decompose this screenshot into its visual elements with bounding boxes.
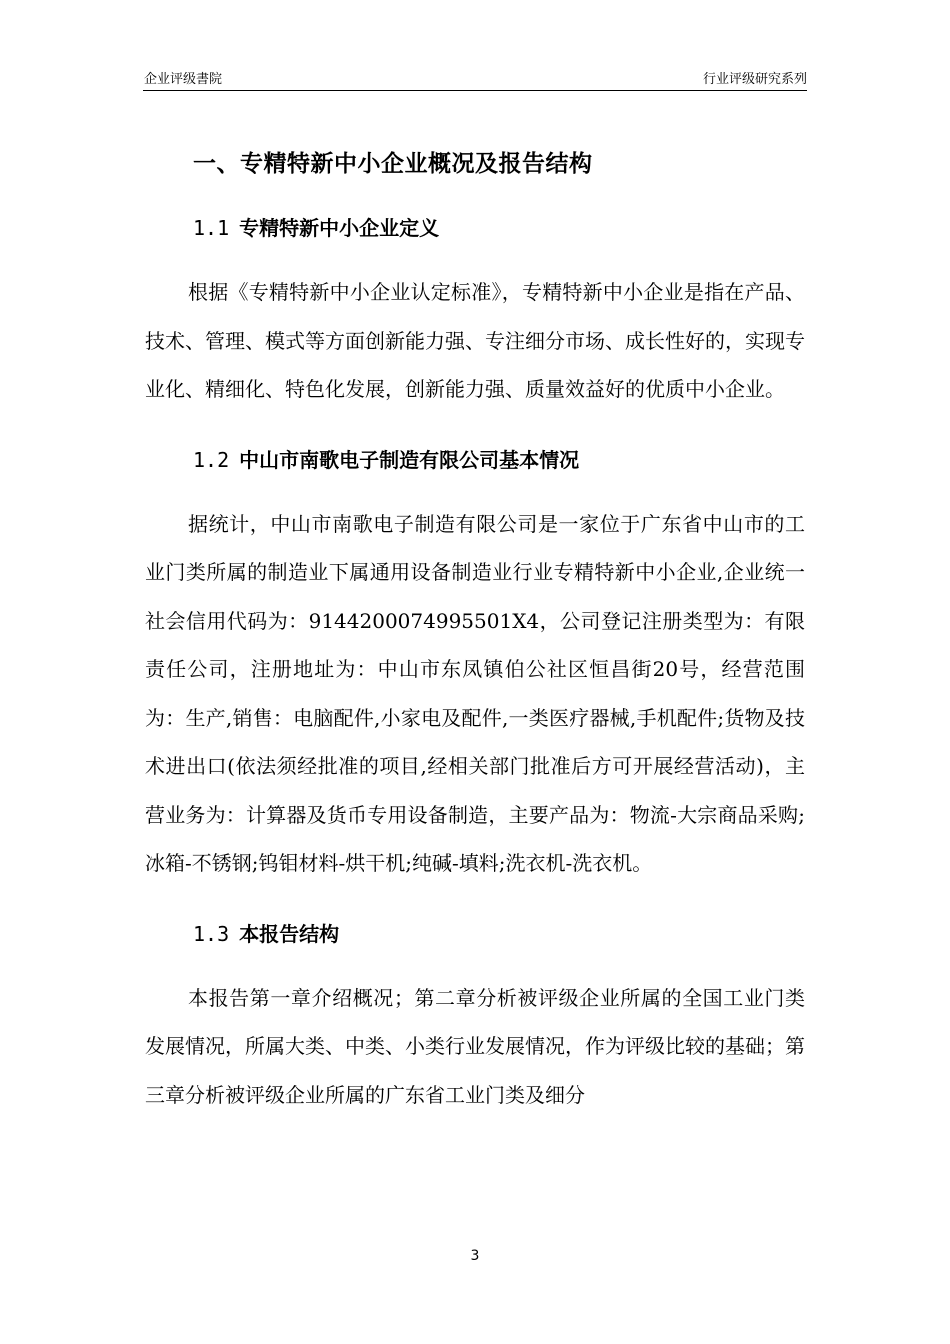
section-title: 一、专精特新中小企业概况及报告结构 <box>193 151 593 177</box>
subsection-title-text: 专精特新中小企业定义 <box>239 216 440 240</box>
subsection-number: 1.2 <box>193 447 230 472</box>
document-body <box>145 142 805 1119</box>
header-right-text: 行业评级研究系列 <box>702 72 807 87</box>
subsection-title-text: 本报告结构 <box>239 921 340 946</box>
paragraph-report-structure: 本报告第一章介绍概况；第二章分析被评级企业所属的全国工业门类发展情况，所属大类、中类、小类行业发展情况，作为评级比较的基础；第三章分析被评级企业所属的广东省工业门类及细分 <box>145 985 805 1107</box>
subsection-title-1-2 <box>145 440 805 480</box>
subsection-title-text: 中山市南歌电子制造有限公司基本情况 <box>239 447 580 472</box>
subsection-number: 1.3 <box>193 921 230 946</box>
subsection-title-1-1 <box>145 208 805 248</box>
subsection-number: 1.1 <box>193 216 230 240</box>
paragraph-company-info: 据统计，中山市南歌电子制造有限公司是一家位于广东省中山市的工业门类所属的制造业下属通用设备制造业行业专精特新中小企业,企业统一社会信用代码为：9144200074995501X4，公司登记注册类型为：有限责任公司，注册地址为：中山市东凤镇伯公社区恒昌街20号，经营范围为：生产,销售：电脑配件,小家电及配件,一类医疗器械,手机配件;货物及技术进出口(依法须经批准的项目,经相关部门批准后方可开展经营活动)，主营业务为：计算器及货币专用设备制造，主要产品为：物流-大宗商品采购;冰箱-不锈钢;钨钼材料-烘干机;纯碱-填料;洗衣机-洗衣机。 <box>145 511 805 875</box>
page-number: 3 <box>470 1248 480 1264</box>
paragraph-definition: 根据《专精特新中小企业认定标准》，专精特新中小企业是指在产品、技术、管理、模式等方面创新能力强、专注细分市场、成长性好的，实现专业化、精细化、特色化发展，创新能力强、质量效益好的优质中小企业。 <box>145 280 805 401</box>
page-header <box>143 66 807 91</box>
subsection-title-1-3 <box>145 914 805 954</box>
header-left-text: 企业评级書院 <box>144 72 223 87</box>
